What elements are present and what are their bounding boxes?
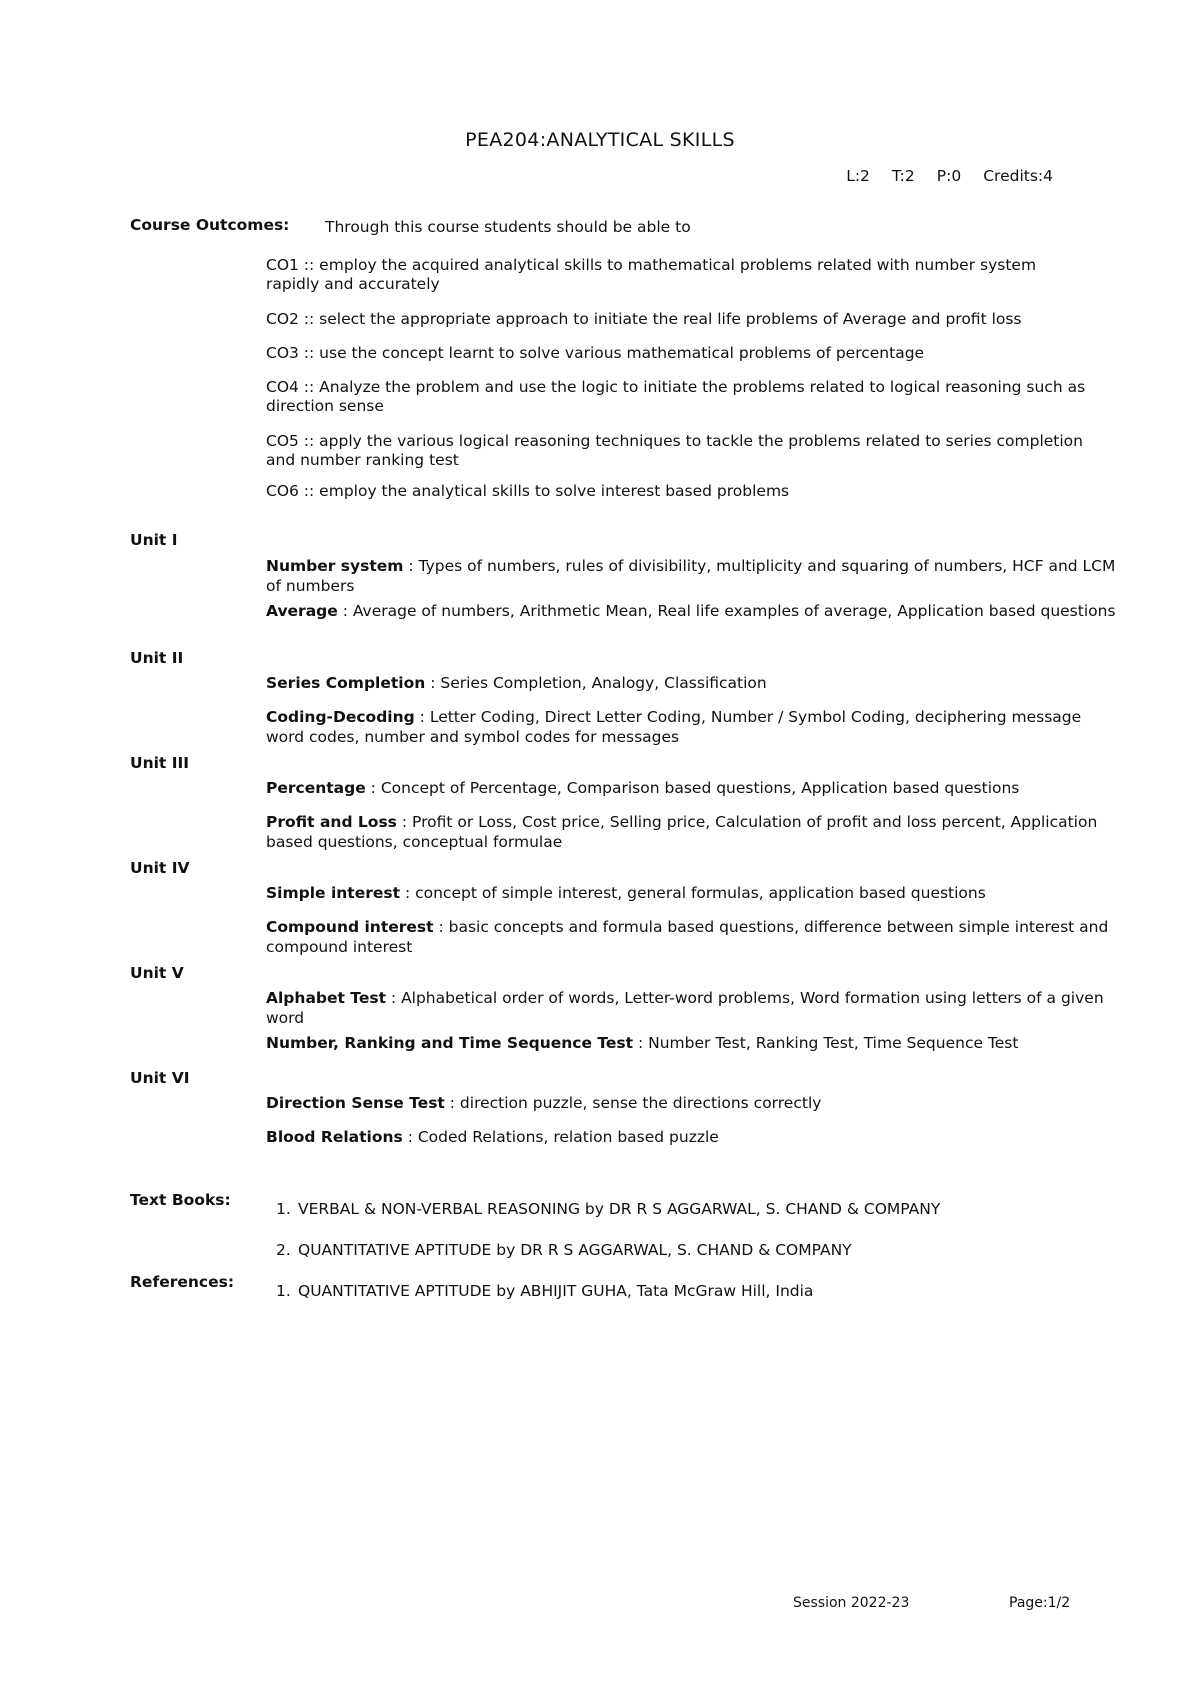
course-outcomes-label: Course Outcomes: xyxy=(130,216,290,234)
outcome-co3: CO3 :: use the concept learnt to solve various mathematical problems of percentage xyxy=(266,344,925,362)
outcome-co4: CO4 :: Analyze the problem and use the logic to initiate the problems related to logical reasoning such as direction sense xyxy=(266,378,1086,415)
unit-2-label: Unit II xyxy=(130,649,184,667)
outcome-co5: CO5 :: apply the various logical reasoning techniques to tackle the problems related to series completion and number ranking test xyxy=(266,432,1083,469)
course-outcomes-intro: Through this course students should be able to xyxy=(325,218,691,236)
credits: Credits:4 xyxy=(983,167,1053,185)
unit-1-label: Unit I xyxy=(130,531,178,549)
unit-6-topic-1: Direction Sense Test : direction puzzle, sense the directions correctly xyxy=(266,1094,822,1112)
text-book-1: 1. VERBAL & NON-VERBAL REASONING by DR R S AGGARWAL, S. CHAND & COMPANY xyxy=(276,1200,941,1218)
outcome-co6: CO6 :: employ the analytical skills to solve interest based problems xyxy=(266,482,790,500)
unit-6-label: Unit VI xyxy=(130,1069,190,1087)
footer-page: Page:1/2 xyxy=(1009,1595,1071,1611)
unit-4-topic-1: Simple interest : concept of simple interest, general formulas, application based questions xyxy=(266,884,986,902)
unit-6-topic-2: Blood Relations : Coded Relations, relation based puzzle xyxy=(266,1128,719,1146)
references-label: References: xyxy=(130,1273,235,1291)
reference-1: 1. QUANTITATIVE APTITUDE by ABHIJIT GUHA, Tata McGraw Hill, India xyxy=(276,1282,814,1300)
text-book-2: 2. QUANTITATIVE APTITUDE by DR R S AGGARWAL, S. CHAND & COMPANY xyxy=(276,1241,852,1259)
unit-3-topic-1: Percentage : Concept of Percentage, Comparison based questions, Application based questions xyxy=(266,779,1020,797)
unit-5-topic-2: Number, Ranking and Time Sequence Test : Number Test, Ranking Test, Time Sequence Test xyxy=(266,1034,1019,1052)
ltp-credits xyxy=(846,167,1053,185)
unit-3-label: Unit III xyxy=(130,754,190,772)
unit-4-topic-2: Compound interest : basic concepts and formula based questions, difference between simple interest and compound interest xyxy=(266,918,1109,956)
footer-session: Session 2022-23 xyxy=(793,1595,910,1611)
outcome-co2: CO2 :: select the appropriate approach to initiate the real life problems of Average and profit loss xyxy=(266,310,1022,328)
unit-5-label: Unit V xyxy=(130,964,184,982)
unit-1-topic-1: Number system : Types of numbers, rules of divisibility, multiplicity and squaring of numbers, HCF and LCM of numbers xyxy=(266,557,1116,595)
lecture-hours: L:2 xyxy=(846,167,870,185)
unit-5-topic-1: Alphabet Test : Alphabetical order of words, Letter-word problems, Word formation using letters of a given word xyxy=(266,989,1104,1027)
text-books-label: Text Books: xyxy=(130,1191,231,1209)
tutorial-hours: T:2 xyxy=(891,167,915,185)
outcome-co1: CO1 :: employ the acquired analytical skills to mathematical problems related with number system rapidly and accurately xyxy=(266,256,1037,293)
unit-2-topic-2: Coding-Decoding : Letter Coding, Direct Letter Coding, Number / Symbol Coding, deciphering message word codes, number and symbol codes for messages xyxy=(266,708,1082,746)
practical-hours: P:0 xyxy=(936,167,962,185)
unit-2-topic-1: Series Completion : Series Completion, Analogy, Classification xyxy=(266,674,767,692)
unit-3-topic-2: Profit and Loss : Profit or Loss, Cost price, Selling price, Calculation of profit and loss percent, Application based questions, conceptual formulae xyxy=(266,813,1098,851)
unit-4-label: Unit IV xyxy=(130,859,190,877)
course-title: PEA204:ANALYTICAL SKILLS xyxy=(465,129,735,151)
unit-1-topic-2: Average : Average of numbers, Arithmetic Mean, Real life examples of average, Application based questions xyxy=(266,602,1116,620)
